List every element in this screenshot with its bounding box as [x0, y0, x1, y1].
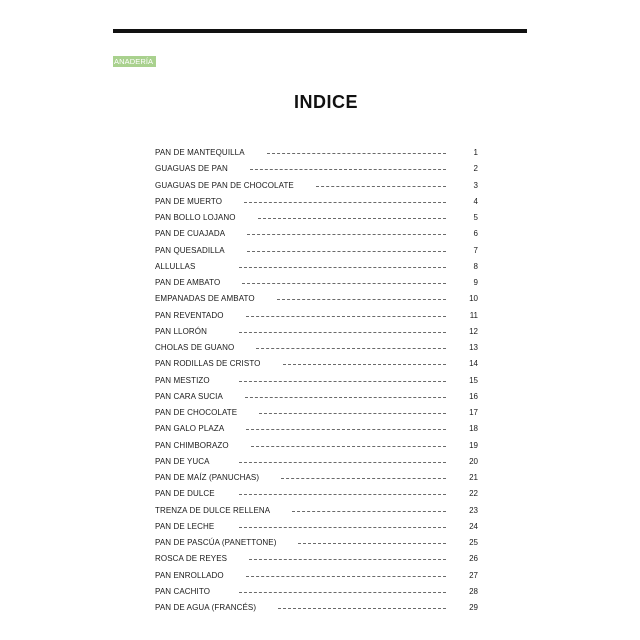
toc-dot-leader [239, 267, 446, 268]
toc-entry-title: PAN DE MUERTO [155, 194, 226, 210]
toc-entry[interactable] [155, 291, 480, 307]
toc-entry[interactable] [155, 373, 480, 389]
page-title: INDICE [293, 92, 358, 112]
toc-entry-title: PAN DE YUCA [155, 454, 214, 470]
toc-dot-leader [258, 218, 446, 219]
toc-entry-title: PAN DE PASCÚA (PANETTONE) [155, 535, 280, 551]
toc-entry-page-number: 10 [469, 294, 478, 304]
toc-entry-title: TRENZA DE DULCE RELLENA [155, 503, 274, 519]
toc-entry[interactable] [155, 161, 480, 177]
toc-entry-page-number: 22 [469, 489, 478, 499]
toc-entry-page-number: 29 [469, 603, 478, 612]
toc-dot-leader [267, 153, 446, 154]
toc-entry-title: PAN ENROLLADO [155, 568, 228, 584]
toc-dot-leader [247, 234, 446, 235]
toc-entry-page-number: 23 [469, 505, 478, 515]
toc-entry[interactable] [155, 551, 480, 567]
toc-entry-title: PAN BOLLO LOJANO [155, 210, 240, 226]
toc-dot-leader [256, 348, 446, 349]
toc-entry-page-number: 28 [469, 586, 478, 596]
toc-entry-page-number: 6 [473, 229, 478, 239]
toc-entry-page-number: 5 [473, 213, 478, 222]
toc-entry[interactable] [155, 584, 480, 600]
toc-entry-page-number: 18 [469, 424, 478, 434]
toc-dot-leader [239, 494, 446, 495]
toc-dot-leader [239, 527, 446, 528]
toc-dot-leader [281, 478, 446, 479]
toc-entry[interactable] [155, 275, 480, 291]
toc-entry-title: PAN CACHITO [155, 584, 214, 600]
toc-entry[interactable] [155, 600, 480, 616]
toc-dot-leader [249, 559, 446, 560]
toc-dot-leader [246, 316, 446, 317]
toc-dot-leader [239, 462, 446, 463]
toc-dot-leader [298, 543, 446, 544]
top-rule [113, 29, 527, 33]
toc-entry-title: PAN DE MANTEQUILLA [155, 145, 249, 161]
toc-entry-page-number: 11 [469, 310, 478, 320]
toc-entry-title: GUAGUAS DE PAN [155, 161, 232, 177]
toc-entry-title: PAN CARA SUCIA [155, 389, 227, 405]
toc-entry[interactable] [155, 259, 480, 275]
toc-entry-page-number: 2 [473, 164, 478, 174]
toc-entry-page-number: 19 [469, 440, 478, 450]
toc-entry-title: PAN MESTIZO [155, 373, 214, 389]
toc-entry-title: PAN GALO PLAZA [155, 421, 228, 437]
toc-entry[interactable] [155, 226, 480, 242]
table-of-contents [155, 145, 480, 616]
toc-entry-title: PAN RODILLAS DE CRISTO [155, 356, 265, 372]
toc-entry-title: ALLULLAS [155, 259, 199, 275]
toc-entry-title: PAN DE AGUA (FRANCÉS) [155, 600, 260, 616]
toc-entry[interactable] [155, 405, 480, 421]
toc-dot-leader [239, 592, 446, 593]
toc-entry-page-number: 12 [469, 326, 478, 336]
toc-entry-title: PAN DE DULCE [155, 486, 219, 502]
toc-entry[interactable] [155, 324, 480, 340]
toc-entry[interactable] [155, 535, 480, 551]
toc-entry-page-number: 4 [473, 196, 478, 206]
toc-dot-leader [292, 511, 446, 512]
toc-dot-leader [259, 413, 446, 414]
toc-dot-leader [239, 381, 446, 382]
toc-entry[interactable] [155, 438, 480, 454]
toc-entry[interactable] [155, 568, 480, 584]
toc-entry-page-number: 21 [469, 473, 478, 482]
toc-entry-page-number: 25 [469, 538, 478, 547]
toc-dot-leader [242, 283, 446, 284]
toc-entry[interactable] [155, 486, 480, 502]
toc-entry-title: CHOLAS DE GUANO [155, 340, 238, 356]
toc-entry[interactable] [155, 356, 480, 372]
toc-dot-leader [316, 186, 446, 187]
toc-dot-leader [239, 332, 446, 333]
toc-dot-leader [244, 202, 446, 203]
toc-entry[interactable] [155, 421, 480, 437]
toc-entry-page-number: 7 [473, 245, 478, 255]
toc-entry[interactable] [155, 308, 480, 324]
toc-entry[interactable] [155, 145, 480, 161]
toc-entry[interactable] [155, 519, 480, 535]
toc-entry-title: PAN DE MAÍZ (PANUCHAS) [155, 470, 263, 486]
toc-entry[interactable] [155, 194, 480, 210]
toc-entry-title: EMPANADAS DE AMBATO [155, 291, 259, 307]
toc-entry-title: PAN DE AMBATO [155, 275, 224, 291]
toc-entry-title: PAN REVENTADO [155, 308, 228, 324]
toc-entry-title: PAN CHIMBORAZO [155, 438, 233, 454]
toc-dot-leader [278, 608, 446, 609]
toc-entry-page-number: 20 [469, 456, 478, 466]
toc-entry-page-number: 9 [473, 278, 478, 287]
toc-entry-page-number: 1 [473, 148, 478, 157]
toc-entry-page-number: 26 [469, 554, 478, 564]
toc-dot-leader [250, 169, 446, 170]
toc-entry-page-number: 17 [469, 408, 478, 417]
toc-dot-leader [283, 364, 447, 365]
toc-entry-page-number: 16 [469, 391, 478, 401]
toc-entry[interactable] [155, 454, 480, 470]
toc-entry-page-number: 13 [469, 343, 478, 352]
toc-entry[interactable] [155, 503, 480, 519]
toc-entry-title: PAN LLORÓN [155, 324, 211, 340]
toc-entry[interactable] [155, 243, 480, 259]
toc-entry-title: ROSCA DE REYES [155, 551, 231, 567]
toc-entry-page-number: 8 [473, 261, 478, 271]
toc-dot-leader [251, 446, 446, 447]
toc-entry-page-number: 27 [469, 570, 478, 580]
toc-entry[interactable] [155, 178, 480, 194]
toc-dot-leader [245, 397, 446, 398]
toc-entry-title: PAN DE CHOCOLATE [155, 405, 241, 421]
toc-entry-page-number: 15 [469, 375, 478, 385]
toc-entry-title: PAN DE LECHE [155, 519, 218, 535]
toc-entry-page-number: 24 [469, 521, 478, 531]
toc-entry[interactable] [155, 210, 480, 226]
toc-dot-leader [277, 299, 446, 300]
toc-dot-leader [246, 429, 446, 430]
section-tag: ANADERÍA [113, 56, 156, 67]
toc-entry[interactable] [155, 340, 480, 356]
toc-entry[interactable] [155, 389, 480, 405]
toc-dot-leader [247, 251, 446, 252]
toc-entry[interactable] [155, 470, 480, 486]
toc-entry-page-number: 14 [469, 359, 478, 369]
toc-entry-title: GUAGUAS DE PAN DE CHOCOLATE [155, 178, 298, 194]
toc-dot-leader [246, 576, 446, 577]
toc-entry-page-number: 3 [473, 180, 478, 190]
toc-entry-title: PAN DE CUAJADA [155, 226, 229, 242]
toc-entry-title: PAN QUESADILLA [155, 243, 229, 259]
